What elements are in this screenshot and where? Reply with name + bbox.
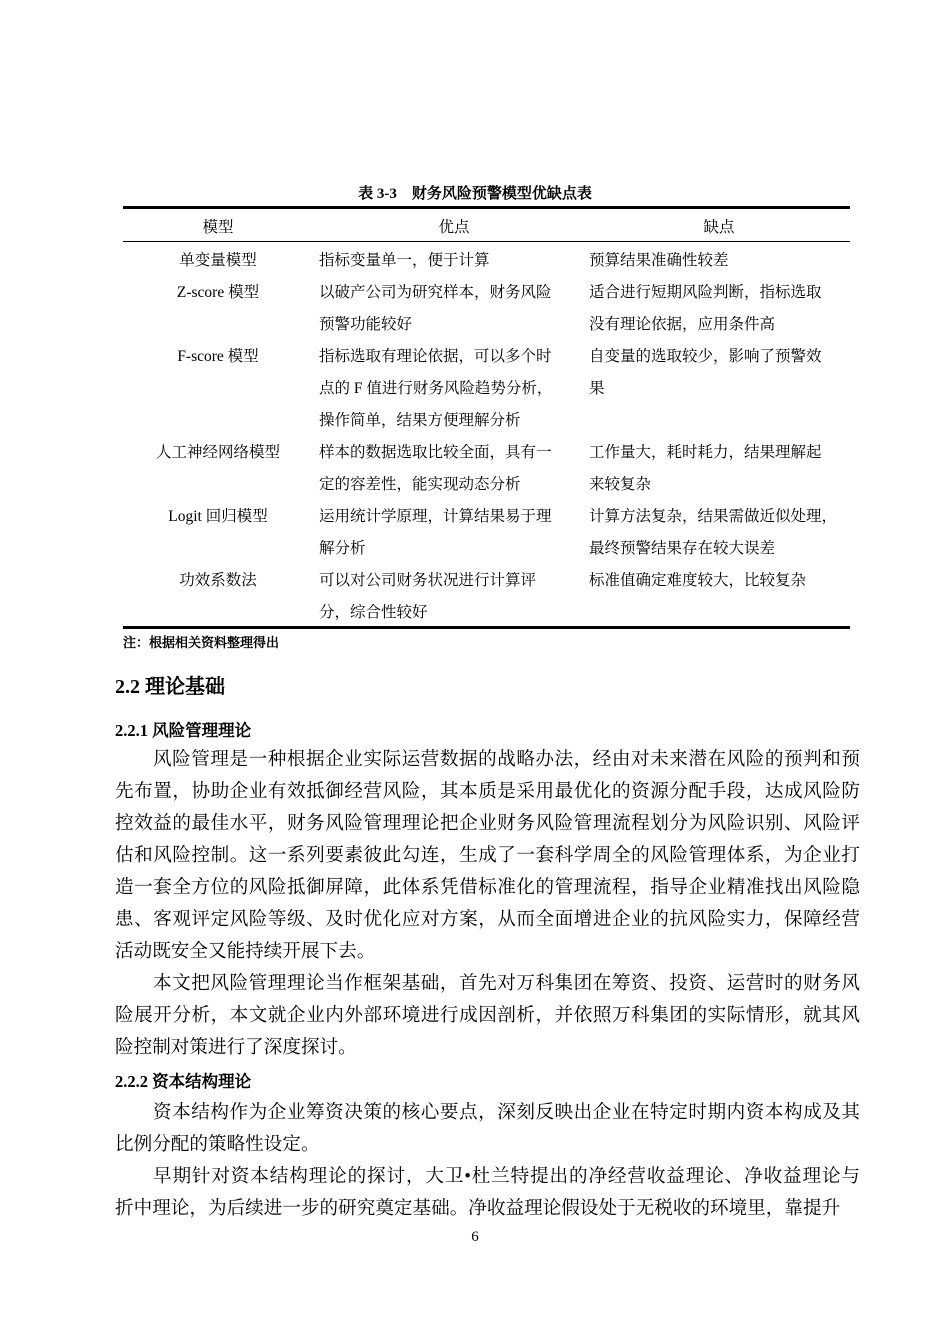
table-cell-model: Z-score 模型 (176, 284, 260, 301)
table-top-rule (123, 206, 850, 209)
table-note: 注：根据相关资料整理得出 (123, 635, 280, 650)
table-cell-model: F-score 模型 (177, 348, 259, 365)
table-cell-pros: 分，综合性较好 (319, 604, 428, 621)
table-cell-pros: 以破产公司为研究样本，财务风险 (319, 284, 552, 301)
table-cell-pros: 指标选取有理论依据，可以多个时 (319, 348, 552, 365)
table-cell-pros: 预警功能较好 (319, 316, 413, 333)
table-cell-pros: 可以对公司财务状况进行计算评 (319, 572, 537, 589)
paragraph-line: 险控制对策进行了深度探讨。 (115, 1037, 357, 1058)
table-cell-cons: 自变量的选取较少，影响了预警效 (589, 348, 822, 365)
table-cell-pros: 样本的数据选取比较全面，具有一 (319, 444, 552, 461)
table-cell-cons: 最终预警结果存在较大误差 (589, 540, 776, 557)
paragraph-line: 风险管理是一种根据企业实际运营数据的战略办法，经由对未来潜在风险的预判和预 (153, 749, 860, 770)
page-number: 6 (471, 1229, 479, 1245)
paragraph-line: 控效益的最佳水平，财务风险管理理论把企业财务风险管理流程划分为风险识别、风险评 (115, 813, 860, 834)
paragraph-line: 先布置，协助企业有效抵御经营风险，其本质是采用最优化的资源分配手段，达成风险防 (115, 781, 860, 802)
paragraph-line: 折中理论，为后续进一步的研究奠定基础。净收益理论假设处于无税收的环境里，靠提升 (115, 1198, 841, 1219)
table-cell-cons: 预算结果准确性较差 (589, 252, 729, 269)
table-cell-cons: 工作量大，耗时耗力，结果理解起 (589, 444, 822, 461)
table-cell-model: 功效系数法 (179, 572, 257, 589)
table-cell-pros: 指标变量单一，便于计算 (319, 252, 490, 269)
table-cell-cons: 适合进行短期风险判断，指标选取 (589, 284, 822, 301)
table-header-model: 模型 (202, 219, 234, 236)
table-cell-pros: 操作简单，结果方便理解分析 (319, 412, 521, 429)
table-cell-cons: 标准值确定难度较大，比较复杂 (589, 572, 807, 589)
table-cell-cons: 来较复杂 (589, 476, 652, 493)
table-cell-pros: 点的 F 值进行财务风险趋势分析， (319, 380, 553, 397)
table-header-pros: 优点 (438, 219, 470, 236)
paragraph-line: 造一套全方位的风险抵御屏障，此体系凭借标准化的管理流程，指导企业精准找出风险隐 (115, 877, 860, 898)
table-cell-cons: 没有理论依据，应用条件高 (589, 316, 776, 333)
paragraph-line: 险展开分析，本文就企业内外部环境进行成因剖析，并依照万科集团的实际情形，就其风 (115, 1005, 860, 1026)
paragraph-line: 比例分配的策略性设定。 (115, 1134, 320, 1155)
table-cell-model: 人工神经网络模型 (155, 444, 280, 461)
table-cell-cons: 计算方法复杂，结果需做近似处理， (589, 508, 838, 525)
paragraph-line: 估和风险控制。这一系列要素彼此勾连，生成了一套科学周全的风险管理体系，为企业打 (115, 845, 860, 866)
table-cell-cons: 果 (589, 380, 605, 397)
table-cell-pros: 运用统计学原理，计算结果易于理 (319, 508, 552, 525)
subsection-heading-risk-management: 2.2.1 风险管理理论 (115, 721, 252, 740)
paragraph-line: 本文把风险管理理论当作框架基础，首先对万科集团在筹资、投资、运营时的财务风 (153, 973, 860, 994)
table-cell-pros: 解分析 (319, 540, 366, 557)
paragraph-line: 资本结构作为企业筹资决策的核心要点，深刻反映出企业在特定时期内资本构成及其 (153, 1102, 860, 1123)
section-heading: 2.2 理论基础 (115, 676, 225, 698)
table-cell-pros: 定的容差性，能实现动态分析 (319, 476, 521, 493)
table-caption: 表 3-3 财务风险预警模型优缺点表 (358, 186, 592, 202)
paragraph-line: 患、客观评定风险等级、及时优化应对方案，从而全面增进企业的抗风险实力，保障经营 (115, 909, 860, 930)
subsection-heading-capital-structure: 2.2.2 资本结构理论 (115, 1072, 252, 1091)
table-cell-model: 单变量模型 (179, 252, 257, 269)
table-header-rule (123, 241, 850, 242)
table-bottom-rule (123, 626, 850, 629)
table-cell-model: Logit 回归模型 (168, 508, 268, 525)
paragraph-line: 活动既安全又能持续开展下去。 (115, 941, 376, 962)
table-header-cons: 缺点 (703, 219, 735, 236)
paragraph-line: 早期针对资本结构理论的探讨，大卫•杜兰特提出的净经营收益理论、净收益理论与 (153, 1166, 860, 1187)
